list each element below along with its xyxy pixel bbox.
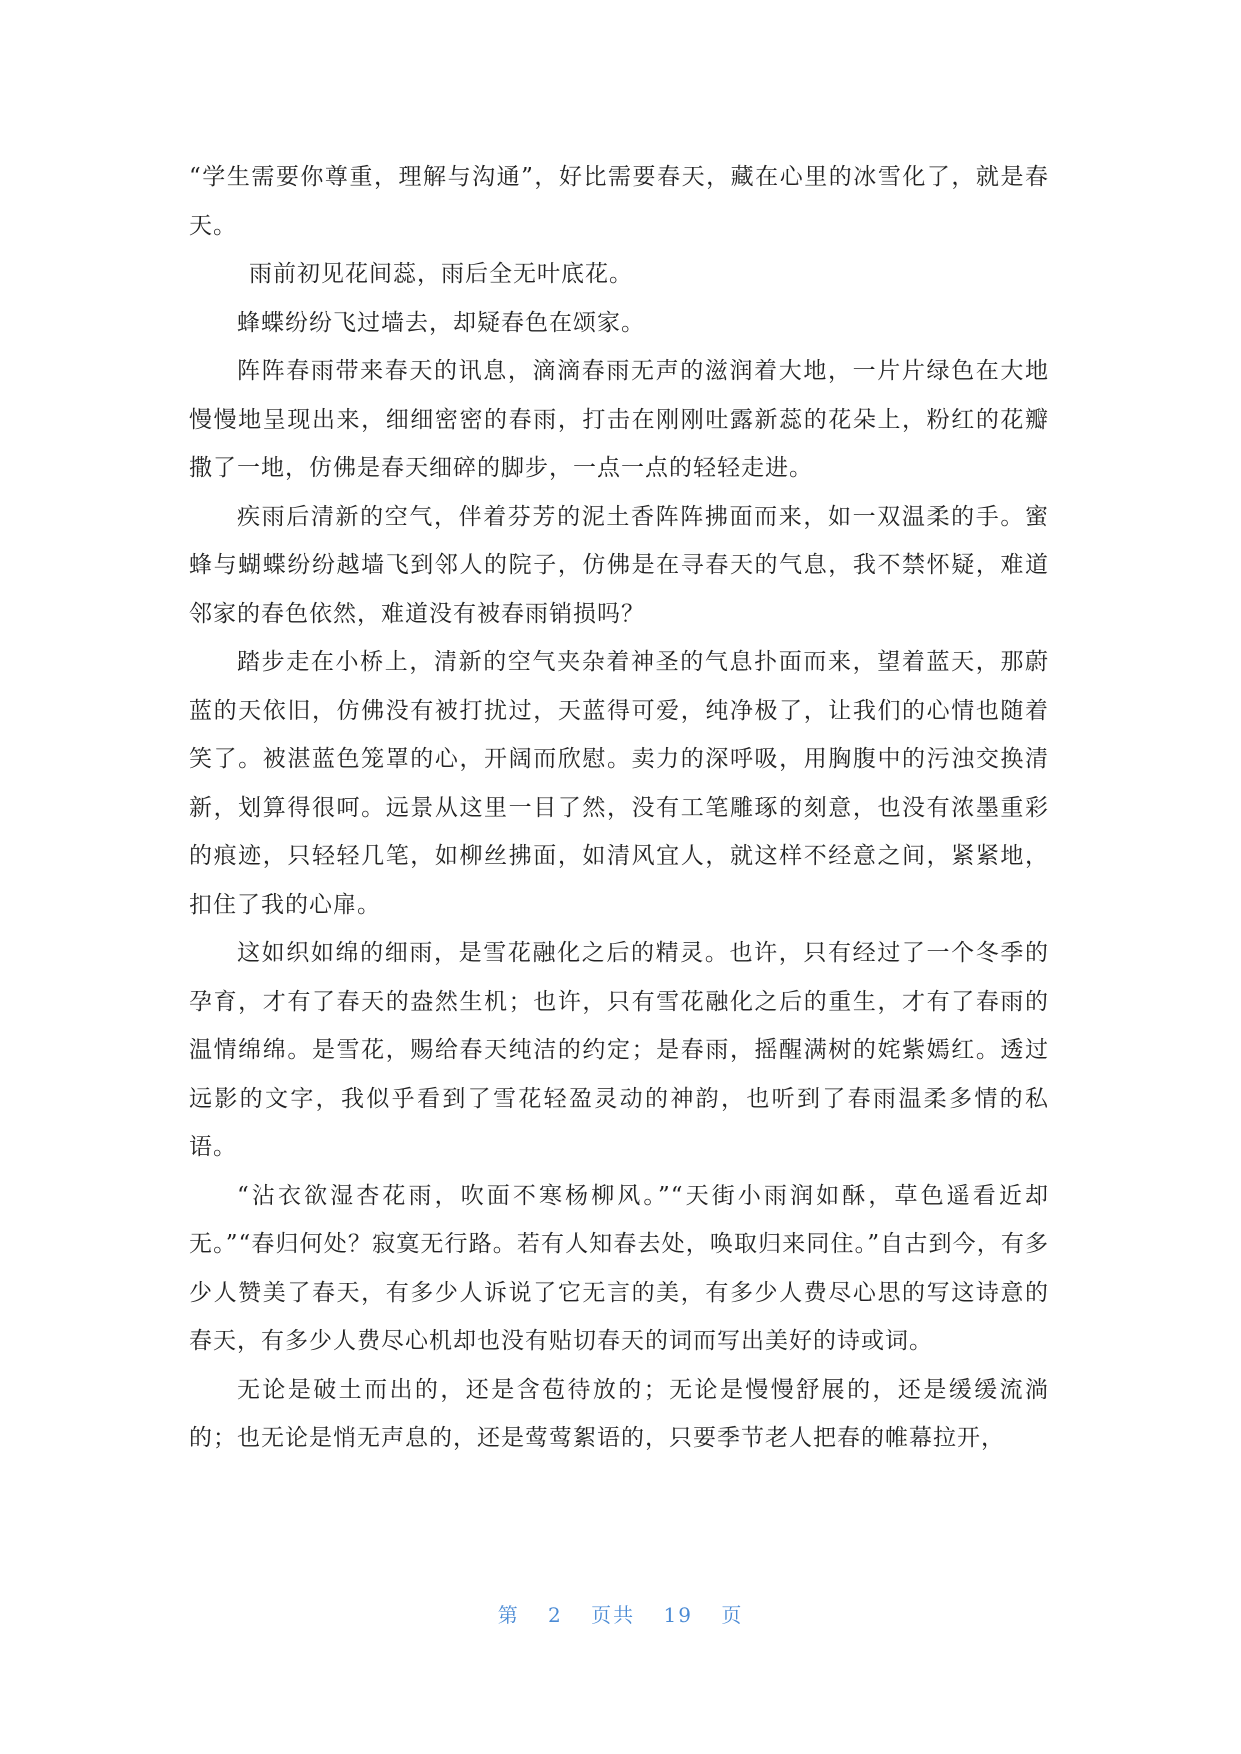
paragraph-6: 踏步走在小桥上，清新的空气夹杂着神圣的气息扑面而来，望着蓝天，那蔚蓝的天依旧，仿佛没有被打扰过，天蓝得可爱，纯净极了，让我们的心情也随着笑了。被湛蓝色笼罩的心，开阔而欣慰。卖力的深呼吸，用胸腹中的污浊交换清新，划算得很呵。远景从这里一目了然，没有工笔雕琢的刻意，也没有浓墨重彩的痕迹，只轻轻几笔，如柳丝拂面，如清风宜人，就这样不经意之间，紧紧地，扣住了我的心扉。 — [189, 649, 1049, 918]
paragraph-5: 疾雨后清新的空气，伴着芬芳的泥土香阵阵拂面而来，如一双温柔的手。蜜蜂与蝴蝶纷纷越墙飞到邻人的院子，仿佛是在寻春天的气息，我不禁怀疑，难道邻家的春色依然，难道没有被春雨销损吗？ — [189, 503, 1049, 627]
paragraph-1: “学生需要你尊重，理解与沟通”，好比需要春天，藏在心里的冰雪化了，就是春天。 — [189, 164, 1049, 239]
paragraph-9: 无论是破土而出的，还是含苞待放的；无论是慢慢舒展的，还是缓缓流淌的；也无论是悄无声息的，还是莺莺絮语的，只要季节老人把春的帷幕拉开， — [189, 1376, 1049, 1451]
footer-middle: 页共 — [591, 1603, 636, 1627]
footer-suffix: 页 — [721, 1603, 744, 1627]
paragraph-8: “沾衣欲湿杏花雨，吹面不寒杨柳风。”“天街小雨润如酥，草色遥看近却无。”“春归何处？寂寞无行路。若有人知春去处，唤取归来同住。”自古到今，有多少人赞美了春天，有多少人诉说了它无言的美，有多少人费尽心思的写这诗意的春天，有多少人费尽心机却也没有贴切春天的词而写出美好的诗或词。 — [189, 1182, 1049, 1354]
footer-page-number: 2 — [548, 1603, 563, 1627]
footer-total-pages: 19 — [663, 1603, 693, 1627]
page-number-footer — [0, 1599, 1241, 1628]
paragraph-3: 蜂蝶纷纷飞过墙去，却疑春色在颂家。 — [237, 309, 645, 336]
footer-prefix: 第 — [497, 1603, 520, 1627]
paragraph-2: 雨前初见花间蕊，雨后全无叶底花。 — [249, 261, 633, 287]
page-body — [189, 153, 1049, 1463]
paragraph-7: 这如织如绵的细雨，是雪花融化之后的精灵。也许，只有经过了一个冬季的孕育，才有了春天的盎然生机；也许，只有雪花融化之后的重生，才有了春雨的温情绵绵。是雪花，赐给春天纯洁的约定；是春雨，摇醒满树的姹紫嫣红。透过远影的文字，我似乎看到了雪花轻盈灵动的神韵，也听到了春雨温柔多情的私语。 — [189, 940, 1049, 1160]
paragraph-4: 阵阵春雨带来春天的讯息，滴滴春雨无声的滋润着大地，一片片绿色在大地慢慢地呈现出来，细细密密的春雨，打击在刚刚吐露新蕊的花朵上，粉红的花瓣撒了一地，仿佛是春天细碎的脚步，一点一点的轻轻走进。 — [189, 358, 1049, 481]
